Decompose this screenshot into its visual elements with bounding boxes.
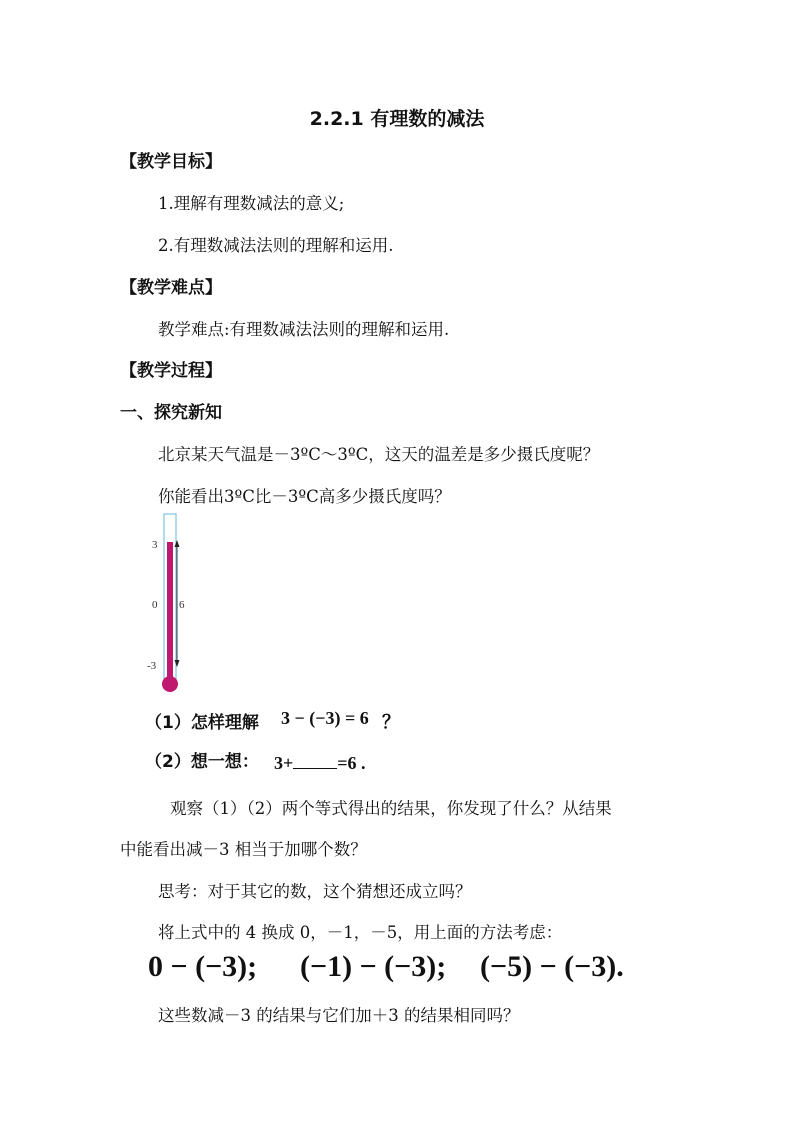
think-question: 思考：对于其它的数，这个猜想还成立吗？ <box>158 882 472 901</box>
thermometer-figure <box>140 512 200 696</box>
thermometer-label-zero: 0 <box>152 599 158 611</box>
thermometer-label-bottom: -3 <box>147 660 157 672</box>
replace-instruction: 将上式中的 4 换成 0，－1，－5，用上面的方法考虑： <box>158 923 563 942</box>
observe-text-line-1: 观察（1）（2）两个等式得出的结果，你发现了什么？从结果 <box>170 799 612 818</box>
item-1-question-mark: ？ <box>382 712 400 732</box>
formula-neg5-minus-neg3: (−5) − (−3). <box>480 950 624 983</box>
item-2-label: （2）想一想： <box>145 752 259 772</box>
thermometer-label-diff: 6 <box>179 599 185 611</box>
goals-heading: 【教学目标】 <box>120 152 222 172</box>
item-1-formula: 3 − (−3) = 6 <box>281 708 369 728</box>
difficulty-heading: 【教学难点】 <box>120 278 222 298</box>
goal-item-2: 2.有理数减法法则的理解和运用. <box>158 236 394 255</box>
difficulty-text: 教学难点:有理数减法法则的理解和运用. <box>158 320 450 339</box>
item-2-formula-post: =6 . <box>337 753 366 773</box>
page-title: 2.2.1 有理数的减法 <box>309 108 485 130</box>
item-1-label: （1）怎样理解 <box>145 713 259 733</box>
question-temperature-difference: 你能看出3ºC比－3ºC高多少摄氏度吗？ <box>158 487 451 506</box>
compare-question: 这些数减－3 的结果与它们加＋3 的结果相同吗？ <box>158 1006 520 1025</box>
item-2-formula-pre: 3+ <box>274 753 294 773</box>
part-one-heading: 一、探究新知 <box>120 403 222 423</box>
formula-neg1-minus-neg3: (−1) − (−3); <box>300 950 447 983</box>
observe-text-line-2: 中能看出减－3 相当于加哪个数？ <box>120 840 367 859</box>
item-2-blank <box>293 752 337 769</box>
formula-zero-minus-neg3: 0 − (−3); <box>148 950 258 983</box>
question-temperature-range: 北京某天气温是－3ºC～3ºC，这天的温差是多少摄氏度呢？ <box>158 445 600 464</box>
process-heading: 【教学过程】 <box>120 361 222 381</box>
thermometer-label-top: 3 <box>152 539 158 551</box>
item-2-formula <box>274 752 366 774</box>
thermometer-bulb <box>162 676 178 692</box>
thermometer-liquid <box>167 542 173 682</box>
goal-item-1: 1.理解有理数减法的意义; <box>158 194 345 213</box>
